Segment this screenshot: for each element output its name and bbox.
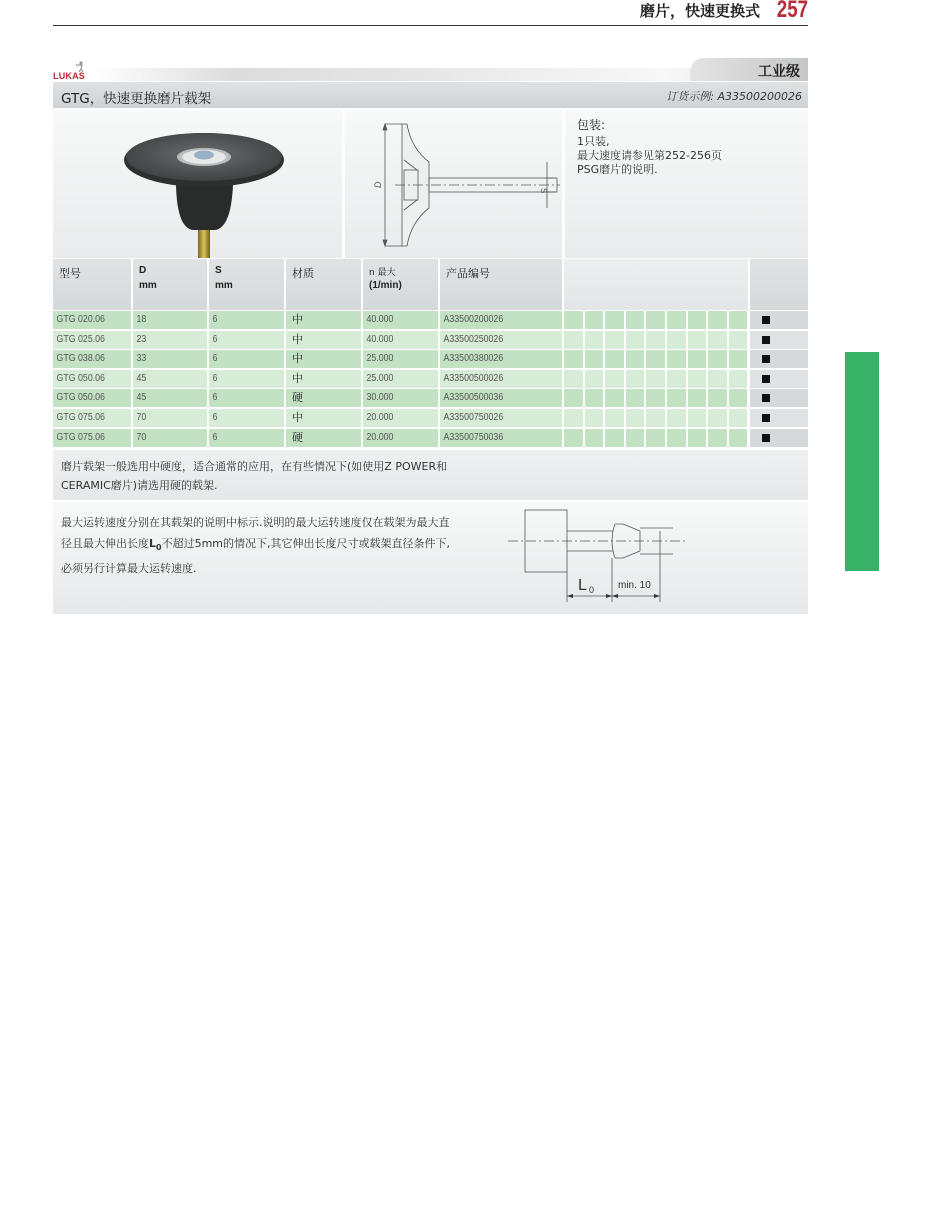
grid-cell: [585, 389, 604, 407]
cell-d: 18: [133, 311, 207, 329]
cell-s: 6: [209, 311, 284, 329]
cell-d: 70: [133, 429, 207, 447]
header-type: 型号: [53, 259, 131, 310]
availability-cell: [750, 311, 808, 329]
grid-cell: [708, 350, 727, 368]
grid-cell: [605, 409, 624, 427]
packaging-info: [565, 110, 808, 258]
cell-nmax: 40.000: [363, 331, 438, 349]
grid-cell: [667, 350, 686, 368]
packaging-line: PSG磨片的说明.: [577, 163, 658, 176]
holder-dimension-drawing-icon: [345, 110, 562, 258]
grid-cell: [708, 429, 727, 447]
cell-type: GTG 038.06: [53, 350, 131, 368]
cell-s: 6: [209, 409, 284, 427]
order-example: 订货示例: A33500200026: [666, 90, 802, 103]
grid-cell: [626, 350, 645, 368]
cell-nmax: 20.000: [363, 429, 438, 447]
availability-cell: [750, 350, 808, 368]
availability-cell: [750, 331, 808, 349]
grid-cell: [729, 331, 748, 349]
availability-mark-icon: [762, 316, 770, 324]
logo-text: LUKAS: [53, 71, 85, 81]
grid-cell: [564, 311, 583, 329]
grid-cell: [605, 311, 624, 329]
availability-mark-icon: [762, 355, 770, 363]
page-number: 257: [776, 0, 808, 23]
grid-cell: [585, 350, 604, 368]
technical-drawing: [345, 110, 562, 258]
cell-nmax: 20.000: [363, 409, 438, 427]
header-material: 材质: [286, 259, 361, 310]
cell-d: 33: [133, 350, 207, 368]
cell-d: 70: [133, 409, 207, 427]
page-header-title: 磨片，快速更换式: [639, 2, 760, 20]
cell-product-no: A33500750026: [440, 409, 562, 427]
cell-type: GTG 075.06: [53, 429, 131, 447]
grid-cell: [605, 350, 624, 368]
cell-s: 6: [209, 389, 284, 407]
grid-cell: [729, 370, 748, 388]
grade-tab: [690, 58, 808, 81]
packaging-line: 最大速度请参见第252-256页: [577, 149, 722, 162]
overhang-diagram-icon: [505, 506, 695, 606]
cell-nmax: 25.000: [363, 350, 438, 368]
material-note: [53, 450, 808, 500]
grid-cell: [688, 331, 707, 349]
grid-cell: [564, 409, 583, 427]
brand-band: [53, 58, 808, 82]
grid-cell: [688, 389, 707, 407]
cell-material: 硬: [286, 389, 361, 407]
grid-cell: [729, 389, 748, 407]
grid-cell: [564, 389, 583, 407]
grid-cell: [605, 389, 624, 407]
header-s: S mm: [209, 259, 284, 310]
cell-s: 6: [209, 429, 284, 447]
svg-text:L: L: [578, 577, 587, 594]
table-row: [53, 409, 808, 427]
table-row: [53, 311, 808, 329]
cell-type: GTG 025.06: [53, 331, 131, 349]
cell-type: GTG 050.06: [53, 389, 131, 407]
grid-cell: [667, 311, 686, 329]
header-spacer: [564, 259, 748, 310]
grid-cell: [708, 331, 727, 349]
svg-text:S: S: [539, 188, 548, 194]
product-photo: [53, 110, 342, 258]
header-availability: [750, 259, 808, 310]
grid-cell: [564, 350, 583, 368]
availability-cell: [750, 429, 808, 447]
grid-cell: [688, 370, 707, 388]
grid-cell: [564, 429, 583, 447]
cell-product-no: A33500200026: [440, 311, 562, 329]
grid-cell: [729, 429, 748, 447]
grid-cell: [585, 331, 604, 349]
grid-cell: [605, 331, 624, 349]
product-title: GTG，快速更换磨片载架: [61, 91, 212, 107]
cell-material: 硬: [286, 429, 361, 447]
table-row: [53, 350, 808, 368]
svg-text:min. 10: min. 10: [618, 580, 651, 591]
grid-cell: [585, 311, 604, 329]
header-product-no: 产品编号: [440, 259, 562, 310]
grid-cell: [605, 429, 624, 447]
grid-cell: [667, 331, 686, 349]
grid-cell: [667, 389, 686, 407]
packaging-heading: 包装:: [577, 118, 606, 132]
availability-mark-icon: [762, 434, 770, 442]
cell-material: 中: [286, 311, 361, 329]
grid-cell: [646, 429, 665, 447]
cell-material: 中: [286, 370, 361, 388]
cell-product-no: A33500500026: [440, 370, 562, 388]
cell-product-no: A33500380026: [440, 350, 562, 368]
section-side-tab[interactable]: [845, 352, 879, 571]
note-line: 最大运转速度分别在其载架的说明中标示.说明的最大运转速度仅在载架为最大直: [61, 516, 450, 529]
product-visuals: [53, 110, 808, 258]
note-line: 必须另行计算最大运转速度.: [61, 562, 197, 576]
availability-mark-icon: [762, 375, 770, 383]
table-row: [53, 370, 808, 388]
cell-product-no: A33500250026: [440, 331, 562, 349]
table-row: [53, 429, 808, 447]
spec-table-header: [53, 259, 808, 310]
grid-cell: [626, 429, 645, 447]
table-row: [53, 331, 808, 349]
cell-type: GTG 020.06: [53, 311, 131, 329]
grid-cell: [605, 370, 624, 388]
grid-cell: [646, 370, 665, 388]
cell-type: GTG 075.06: [53, 409, 131, 427]
grid-cell: [667, 370, 686, 388]
grid-cell: [646, 311, 665, 329]
grid-cell: [646, 409, 665, 427]
grid-cell: [729, 350, 748, 368]
availability-cell: [750, 409, 808, 427]
grid-cell: [585, 429, 604, 447]
speed-note: [53, 502, 808, 614]
lukas-logo: [53, 61, 95, 81]
table-row: [53, 389, 808, 407]
grid-cell: [626, 409, 645, 427]
grid-cell: [564, 370, 583, 388]
note-line: 磨片载架一般选用中硬度，适合通常的应用，在有些情况下(如使用Z POWER和: [61, 460, 448, 473]
availability-cell: [750, 370, 808, 388]
availability-mark-icon: [762, 394, 770, 402]
cell-type: GTG 050.06: [53, 370, 131, 388]
cell-nmax: 40.000: [363, 311, 438, 329]
cell-product-no: A33500750036: [440, 429, 562, 447]
grade-label: 工业级: [758, 64, 800, 80]
cell-material: 中: [286, 350, 361, 368]
grid-cell: [688, 429, 707, 447]
grid-cell: [667, 429, 686, 447]
packaging-line: 1只装,: [577, 135, 610, 148]
svg-text:0: 0: [589, 585, 595, 595]
note-line: 径且最大伸出长度$L_0$不超过5mm的情况下,其它伸出长度尺寸或载架直径条件下,: [61, 537, 451, 553]
cell-product-no: A33500500036: [440, 389, 562, 407]
grid-cell: [646, 331, 665, 349]
availability-mark-icon: [762, 336, 770, 344]
page-header: [53, 0, 808, 26]
cell-d: 45: [133, 370, 207, 388]
grid-cell: [729, 311, 748, 329]
note-line: CERAMIC磨片)请选用硬的载架.: [61, 479, 218, 492]
grid-cell: [708, 370, 727, 388]
grid-cell: [585, 370, 604, 388]
grid-cell: [626, 389, 645, 407]
cell-s: 6: [209, 331, 284, 349]
grid-cell: [729, 409, 748, 427]
availability-mark-icon: [762, 414, 770, 422]
grid-cell: [688, 350, 707, 368]
cell-s: 6: [209, 370, 284, 388]
cell-nmax: 25.000: [363, 370, 438, 388]
grid-cell: [688, 311, 707, 329]
grid-cell: [688, 409, 707, 427]
cell-s: 6: [209, 350, 284, 368]
availability-cell: [750, 389, 808, 407]
cell-nmax: 30.000: [363, 389, 438, 407]
header-d: D mm: [133, 259, 207, 310]
grid-cell: [667, 409, 686, 427]
svg-text:D: D: [373, 181, 383, 188]
grid-cell: [708, 389, 727, 407]
product-title-bar: [53, 82, 808, 108]
grid-cell: [585, 409, 604, 427]
grid-cell: [646, 389, 665, 407]
cell-material: 中: [286, 409, 361, 427]
grid-cell: [708, 409, 727, 427]
grid-cell: [626, 370, 645, 388]
header-nmax: n 最大 (1/min): [363, 259, 438, 310]
disc-holder-photo-icon: [53, 110, 342, 258]
grid-cell: [708, 311, 727, 329]
cell-d: 45: [133, 389, 207, 407]
grid-cell: [626, 331, 645, 349]
cell-d: 23: [133, 331, 207, 349]
grid-cell: [564, 331, 583, 349]
grid-cell: [626, 311, 645, 329]
grid-cell: [646, 350, 665, 368]
cell-material: 中: [286, 331, 361, 349]
